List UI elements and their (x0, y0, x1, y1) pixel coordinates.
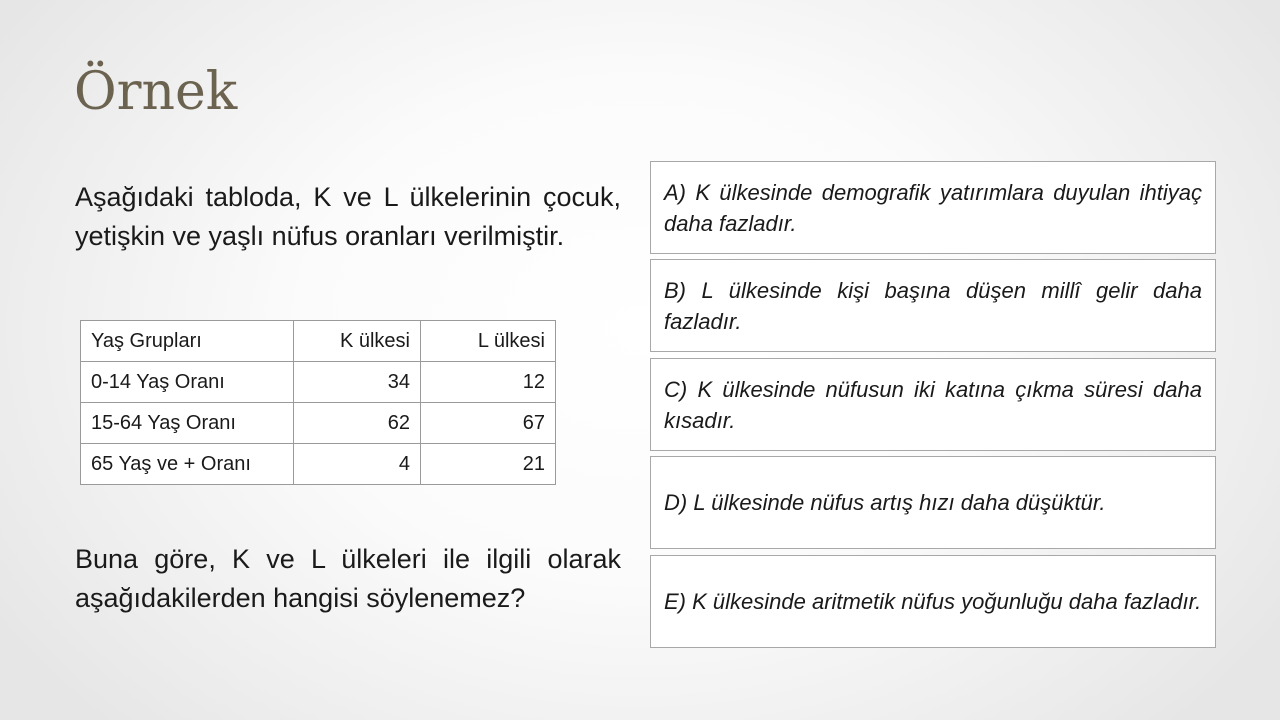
table-header-row (81, 321, 556, 362)
table-row (81, 403, 556, 444)
k-value: 34 (294, 362, 421, 403)
l-value: 12 (421, 362, 556, 403)
header-country-k: K ülkesi (294, 321, 421, 362)
answer-option-d[interactable] (650, 456, 1216, 549)
header-country-l: L ülkesi (421, 321, 556, 362)
row-label: 15-64 Yaş Oranı (81, 403, 294, 444)
slide-title: Örnek (74, 62, 238, 122)
l-value: 21 (421, 444, 556, 485)
answer-option-c[interactable] (650, 358, 1216, 451)
header-age-groups: Yaş Grupları (81, 321, 294, 362)
answer-option-b[interactable] (650, 259, 1216, 352)
answer-option-text: E) K ülkesinde aritmetik nüfus yoğunluğu daha fazladır. (664, 589, 1202, 614)
row-label: 65 Yaş ve + Oranı (81, 444, 294, 485)
table-row (81, 362, 556, 403)
answer-option-a[interactable] (650, 161, 1216, 254)
k-value: 4 (294, 444, 421, 485)
answer-option-e[interactable] (650, 555, 1216, 648)
question-text: Buna göre, K ve L ülkeleri ile ilgili olarak aşağıdakilerden hangisi söylenemez? (75, 544, 621, 613)
row-label: 0-14 Yaş Oranı (81, 362, 294, 403)
k-value: 62 (294, 403, 421, 444)
l-value: 67 (421, 403, 556, 444)
answer-option-text: C) K ülkesinde nüfusun iki katına çıkma süresi daha kısadır. (664, 376, 1202, 433)
answer-option-text: B) L ülkesinde kişi başına düşen millî gelir daha fazladır. (664, 277, 1202, 334)
answer-option-text: D) L ülkesinde nüfus artış hızı daha düşüktür. (664, 490, 1106, 515)
answer-option-text: A) K ülkesinde demografik yatırımlara duyulan ihtiyaç daha fazladır. (664, 179, 1202, 236)
table-row (81, 444, 556, 485)
population-table (80, 320, 556, 485)
intro-text: Aşağıdaki tabloda, K ve L ülkelerinin çocuk, yetişkin ve yaşlı nüfus oranları verilmiştir. (75, 182, 621, 251)
